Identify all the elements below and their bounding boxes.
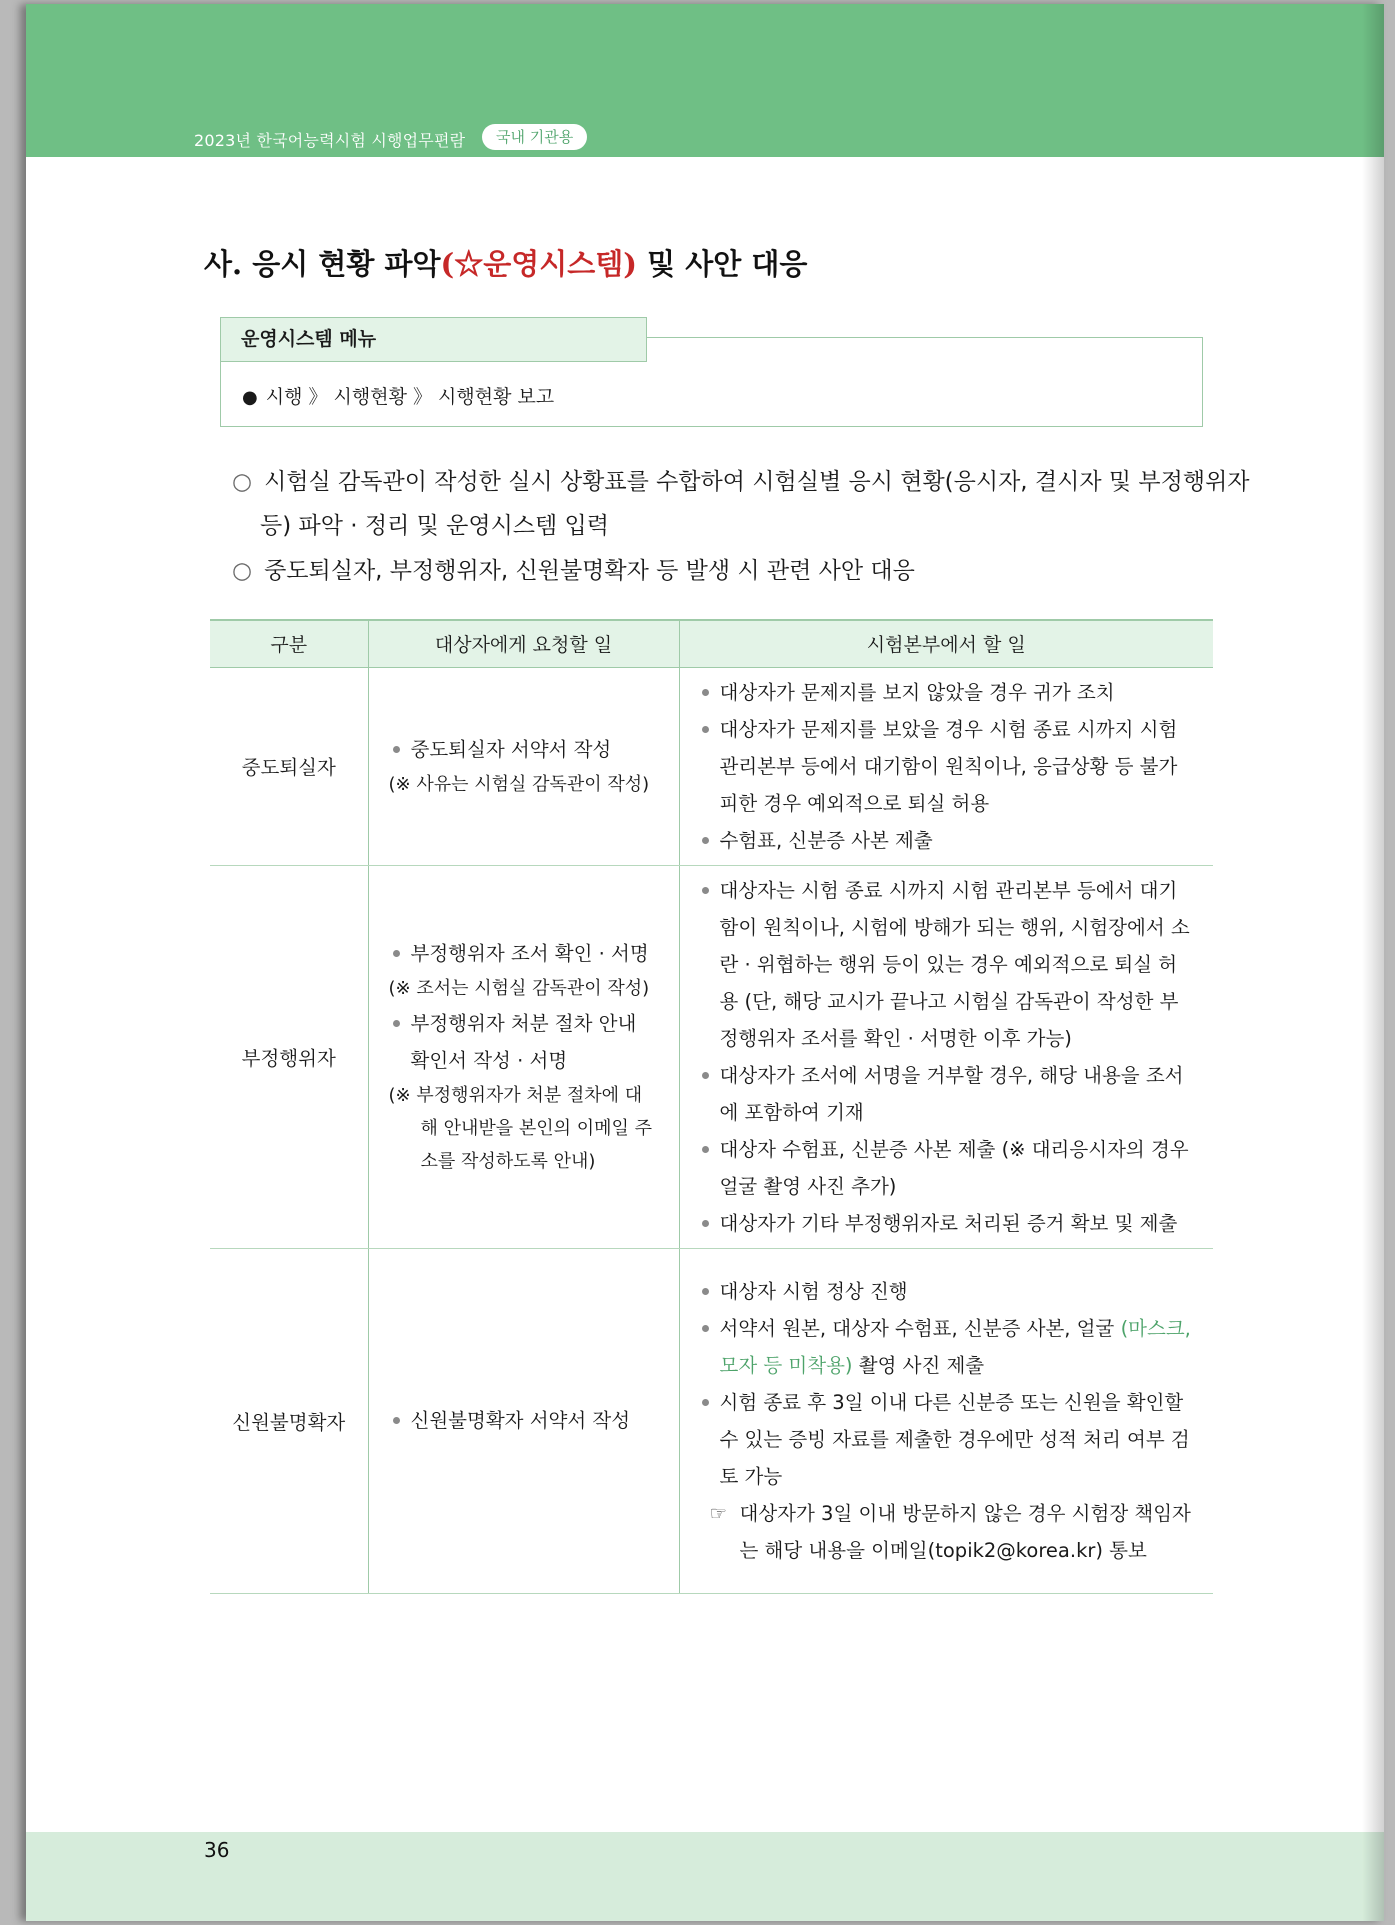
page-edge-shadow <box>1362 4 1384 1921</box>
header-category: 구분 <box>210 620 368 667</box>
table-row <box>210 1248 1213 1593</box>
table-row <box>210 865 1213 1248</box>
request-note: (※ 부정행위자가 처분 절차에 대해 안내받을 본인의 이메일 주소를 작성하도록 안내) <box>388 1085 653 1172</box>
circle-bullet-icon: ○ <box>232 469 253 495</box>
section-title <box>204 242 807 283</box>
bullet-icon: ● <box>242 387 258 408</box>
task-item: 대상자는 시험 종료 시까지 시험 관리본부 등에서 대기함이 원칙이나, 시험에 방해가 되는 행위, 시험장에서 소란 · 위협하는 행위 등이 있는 경우 예외적으로 퇴실 허용 (단, 해당 교시가 끝나고 시험실 감독관이 작성한 부정행위자 조서를 확인 · 서명한 이후 가능) <box>698 872 1194 1057</box>
page-footer <box>26 1832 1384 1921</box>
header-badge: 국내 기관용 <box>482 124 587 150</box>
paragraph-2-text: 중도퇴실자, 부정행위자, 신원불명확자 등 발생 시 관련 사안 대응 <box>264 558 915 584</box>
row-requests <box>368 1248 679 1593</box>
request-note: (※ 조서는 시험실 감독관이 작성) <box>388 978 650 999</box>
task-item: 대상자가 문제지를 보지 않았을 경우 귀가 조치 <box>698 674 1194 711</box>
header-hq-tasks: 시험본부에서 할 일 <box>679 620 1213 667</box>
row-hq-tasks <box>679 865 1213 1248</box>
row-requests <box>368 667 679 865</box>
request-item: 중도퇴실자 서약서 작성 <box>389 731 659 768</box>
menu-path-text: 시행 》 시행현황 》 시행현황 보고 <box>265 386 555 408</box>
section-title-prefix: 사. 응시 현황 파악 <box>204 247 441 281</box>
menu-box-tab: 운영시스템 메뉴 <box>220 317 647 362</box>
request-item: 부정행위자 처분 절차 안내 확인서 작성 · 서명 <box>389 1005 659 1079</box>
page-number: 36 <box>204 1838 230 1862</box>
paragraph-2 <box>232 549 1252 593</box>
row-hq-tasks <box>679 1248 1213 1593</box>
section-title-suffix: 및 사안 대응 <box>637 247 808 281</box>
task-item: 시험 종료 후 3일 이내 다른 신분증 또는 신원을 확인할 수 있는 증빙 자료를 제출한 경우에만 성적 처리 여부 검토 가능 <box>698 1384 1194 1495</box>
incident-response-table <box>210 619 1213 1594</box>
table-header-row <box>210 620 1213 667</box>
row-requests <box>368 865 679 1248</box>
document-page <box>26 4 1384 1921</box>
task-note-text: 대상자가 3일 이내 방문하지 않은 경우 시험장 책임자는 해당 내용을 이메일(topik2@korea.kr) 통보 <box>739 1501 1191 1562</box>
request-note: (※ 사유는 시험실 감독관이 작성) <box>388 774 650 795</box>
request-item: 부정행위자 조서 확인 · 서명 <box>389 935 659 972</box>
header-title: 2023년 한국어능력시험 시행업무편람 <box>194 131 466 150</box>
task-text: 촬영 사진 제출 <box>852 1353 985 1377</box>
task-item: 대상자가 조서에 서명을 거부할 경우, 해당 내용을 조서에 포함하여 기재 <box>698 1057 1194 1131</box>
task-item: 수험표, 신분증 사본 제출 <box>698 822 1194 859</box>
page-header <box>26 4 1384 157</box>
row-category: 중도퇴실자 <box>210 667 368 865</box>
menu-path <box>242 382 554 409</box>
task-highlight: (마스크, 모자 등 미착용) <box>719 1316 1191 1377</box>
paragraph-1-text: 시험실 감독관이 작성한 실시 상황표를 수합하여 시험실별 응시 현황(응시자, 결시자 및 부정행위자 등) 파악 · 정리 및 운영시스템 입력 <box>260 469 1250 539</box>
row-category: 신원불명확자 <box>210 1248 368 1593</box>
request-item: 신원불명확자 서약서 작성 <box>389 1402 659 1439</box>
row-category: 부정행위자 <box>210 865 368 1248</box>
task-item: 대상자 수험표, 신분증 사본 제출 (※ 대리응시자의 경우 얼굴 촬영 사진 추가) <box>698 1131 1194 1205</box>
task-item: 대상자 시험 정상 진행 <box>698 1273 1194 1310</box>
task-note <box>698 1495 1194 1569</box>
task-item: 대상자가 문제지를 보았을 경우 시험 종료 시까지 시험 관리본부 등에서 대기함이 원칙이나, 응급상황 등 불가피한 경우 예외적으로 퇴실 허용 <box>698 711 1194 822</box>
task-text: 서약서 원본, 대상자 수험표, 신분증 사본, 얼굴 <box>719 1316 1121 1340</box>
pointing-hand-icon: ☞ <box>709 1501 727 1525</box>
row-hq-tasks <box>679 667 1213 865</box>
table-row <box>210 667 1213 865</box>
section-title-highlight: (☆운영시스템) <box>440 247 637 281</box>
paragraph-1 <box>232 460 1252 548</box>
task-item <box>698 1310 1194 1384</box>
circle-bullet-icon: ○ <box>232 558 253 584</box>
task-item: 대상자가 기타 부정행위자로 처리된 증거 확보 및 제출 <box>698 1205 1194 1242</box>
header-requests: 대상자에게 요청할 일 <box>368 620 679 667</box>
